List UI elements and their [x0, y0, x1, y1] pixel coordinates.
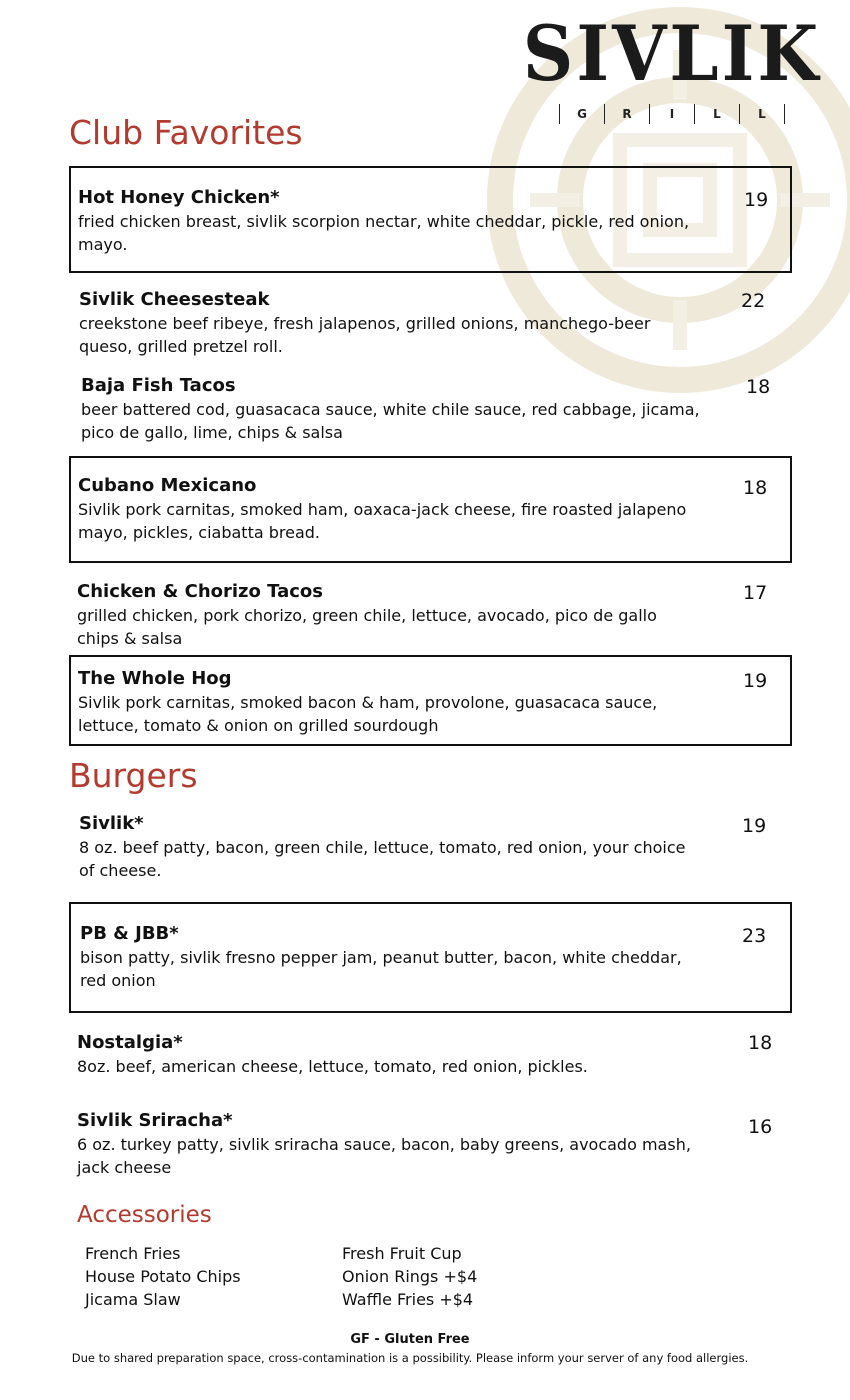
brand-logo [522, 8, 822, 124]
section-title-burgers: Burgers [69, 756, 198, 795]
accessory-item: Jicama Slaw [85, 1290, 181, 1309]
accessory-item: Onion Rings +$4 [342, 1267, 478, 1286]
allergy-disclaimer: Due to shared preparation space, cross-contamination is a possibility. Please inform your server of any food allergies. [71, 1351, 749, 1365]
item-name: Hot Honey Chicken* [78, 187, 280, 208]
menu-item [77, 1109, 797, 1179]
item-name: Cubano Mexicano [78, 475, 257, 496]
accessory-item: Fresh Fruit Cup [342, 1244, 462, 1263]
brand-sub-letter: G [559, 104, 604, 124]
item-name: PB & JBB* [80, 923, 179, 944]
gluten-free-legend: GF - Gluten Free [350, 1332, 470, 1347]
brand-subtitle [522, 104, 822, 124]
menu-item [81, 374, 801, 444]
menu-item [77, 1031, 797, 1078]
item-description: 8oz. beef, american cheese, lettuce, tomato, red onion, pickles. [77, 1057, 588, 1076]
section-title-club-favorites: Club Favorites [69, 113, 303, 152]
item-name: Nostalgia* [77, 1032, 183, 1053]
brand-sub-letter: R [604, 104, 649, 124]
item-description: Sivlik pork carnitas, smoked bacon & ham, provolone, guasacaca sauce, lettuce, tomato & onion on grilled sourdough [78, 693, 658, 735]
item-name: The Whole Hog [78, 668, 232, 689]
section-title-accessories: Accessories [77, 1202, 212, 1228]
menu-item [69, 456, 792, 563]
item-price: 18 [746, 376, 771, 398]
item-price: 19 [742, 815, 767, 837]
item-price: 17 [743, 582, 768, 604]
item-price: 16 [748, 1116, 773, 1138]
item-name: Sivlik Cheesesteak [79, 289, 270, 310]
item-price: 19 [744, 189, 769, 211]
item-price: 18 [743, 477, 768, 499]
item-description: beer battered cod, guasacaca sauce, white chile sauce, red cabbage, jicama, pico de gallo, lime, chips & salsa [81, 400, 700, 442]
item-price: 23 [742, 925, 767, 947]
accessories-column-2 [342, 1242, 477, 1311]
item-description: creekstone beef ribeye, fresh jalapenos, grilled onions, manchego-beer queso, grilled pretzel roll. [79, 314, 651, 356]
item-name: Chicken & Chorizo Tacos [77, 581, 324, 602]
item-description: 6 oz. turkey patty, sivlik sriracha sauce, bacon, baby greens, avocado mash, jack cheese [77, 1135, 691, 1177]
item-price: 19 [743, 670, 768, 692]
accessory-item: Waffle Fries +$4 [342, 1290, 474, 1309]
brand-sub-letter: I [649, 104, 694, 124]
accessory-item: House Potato Chips [85, 1267, 241, 1286]
item-name: Sivlik* [79, 813, 144, 834]
item-name: Baja Fish Tacos [81, 375, 236, 396]
item-price: 22 [741, 290, 766, 312]
menu-item [79, 288, 799, 358]
item-description: grilled chicken, pork chorizo, green chile, lettuce, avocado, pico de gallo chips & salsa [77, 606, 657, 648]
item-description: bison patty, sivlik fresno pepper jam, peanut butter, bacon, white cheddar, red onion [80, 948, 682, 990]
menu-item [69, 902, 792, 1013]
brand-sub-letter: L [739, 104, 785, 124]
menu-item [77, 580, 797, 650]
brand-name: SIVLIK [522, 8, 822, 99]
menu-item [79, 812, 799, 882]
item-description: Sivlik pork carnitas, smoked ham, oaxaca-jack cheese, fire roasted jalapeno mayo, pickles, ciabatta bread. [78, 500, 687, 542]
item-description: 8 oz. beef patty, bacon, green chile, lettuce, tomato, red onion, your choice of cheese. [79, 838, 686, 880]
menu-item [69, 655, 792, 746]
item-description: fried chicken breast, sivlik scorpion nectar, white cheddar, pickle, red onion, mayo. [78, 212, 690, 254]
accessories-column-1 [85, 1242, 241, 1311]
brand-sub-letter: L [694, 104, 739, 124]
item-name: Sivlik Sriracha* [77, 1110, 233, 1131]
accessory-item: French Fries [85, 1244, 181, 1263]
menu-item [69, 166, 792, 273]
item-price: 18 [748, 1032, 773, 1054]
